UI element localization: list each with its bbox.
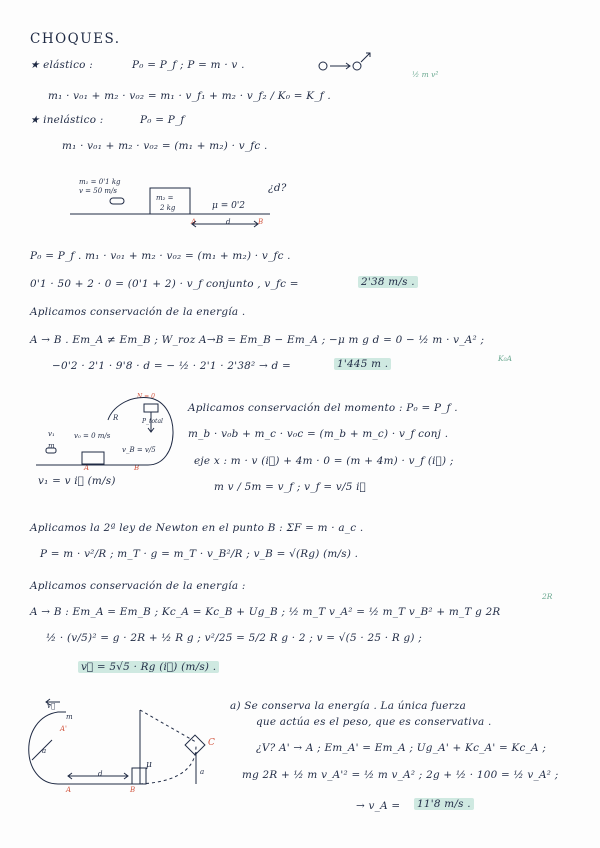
solution1-line4: A → B . Em_A ≠ Em_B ; W_roz A→B = Em_B − Em_A ; −μ m g d = 0 − ½ m · v_A² ;	[30, 334, 485, 346]
point-b-label: B	[258, 218, 264, 226]
momentum-line4: m v / 5m = v_f ; v_f = v/5 i⃗	[214, 481, 366, 493]
fig3-point-a: A	[66, 786, 72, 794]
v1-label: v₁	[48, 430, 55, 438]
energy2-line1: Aplicamos conservación de la energía :	[30, 580, 246, 592]
momentum-line3: eje x : m · v (i⃗) + 4m · 0 = (m + 4m) · v_f (i⃗) ;	[194, 455, 454, 467]
friction-label: μ = 0'2	[212, 201, 246, 211]
two-r-note: 2R	[542, 592, 553, 601]
velocity-vector-label: v⃗	[47, 702, 56, 710]
fig3-height-label: a	[200, 768, 205, 776]
inelastic-rule: P₀ = P_f	[140, 114, 185, 126]
block-mass-label: m₂ =	[156, 194, 174, 202]
label-c: C	[208, 738, 215, 748]
momentum-line1: Aplicamos conservación del momento : P₀ = P_f .	[188, 402, 458, 414]
result-d: 1'445 m .	[334, 358, 391, 370]
fig3-mu-label: μ	[146, 760, 152, 770]
parta-line3: ¿V? A' → A ; Em_A' = Em_A ; Ug_A' + Kc_A' = Kc_A ;	[256, 742, 547, 754]
solution1-line5: −0'2 · 2'1 · 9'8 · d = − ½ · 2'1 · 2'38² → d =	[52, 360, 291, 372]
elastic-equation: m₁ · v₀₁ + m₂ · v₀₂ = m₁ · v_f₁ + m₂ · v_f₂ / K₀ = K_f .	[48, 90, 331, 102]
radius-line	[32, 740, 52, 760]
block-mass-value: 2 kg	[160, 204, 176, 212]
solution1-line2: 0'1 · 50 + 2 · 0 = (0'1 + 2) · v_f conjunto , v_fc =	[30, 278, 299, 290]
point-a-label: A	[191, 218, 197, 226]
bullet-speed-label: v = 50 m/s	[79, 187, 117, 195]
figure1-collision-diagram	[70, 188, 270, 227]
solution1-line3: Aplicamos conservación de la energía .	[30, 306, 246, 318]
solution1-line1: P₀ = P_f . m₁ · v₀₁ + m₂ · v₀₂ = (m₁ + m₂) · v_fc .	[30, 250, 291, 262]
bullet-b	[46, 448, 56, 453]
distance-label: d	[226, 218, 231, 226]
loop-track	[108, 398, 173, 465]
point-a-prime-label: A'	[60, 725, 67, 733]
parta-line4: mg 2R + ½ m v_A'² = ½ m v_A² ; 2g + ½ · 100 = ½ v_A² ;	[242, 769, 559, 781]
block-top	[144, 404, 158, 412]
parta-line1: a) Se conserva la energía . La única fuerza	[230, 700, 467, 712]
fig2-point-a: A	[84, 464, 90, 472]
v0-label: v₀ = 0 m/s	[74, 432, 111, 440]
momentum-line2: m_b · v₀b + m_c · v₀c = (m_b + m_c) · v_f conj .	[188, 428, 449, 440]
kinetic-energy-note: ½ m v²	[412, 70, 439, 79]
fig2-point-b: B	[134, 464, 140, 472]
v1-relation: v₁ = v i⃗ (m/s)	[38, 475, 116, 487]
elastic-rule: P₀ = P_f ; P = m · v .	[132, 59, 245, 71]
parta-line2: que actúa es el peso, que es conservativa .	[256, 716, 492, 728]
result-vfc: 2'38 m/s .	[358, 276, 418, 288]
figure3-pendulum-diagram	[29, 699, 205, 784]
block-c	[185, 735, 205, 755]
parta-line5: → v_A =	[356, 800, 401, 812]
inelastic-equation: m₁ · v₀₁ + m₂ · v₀₂ = (m₁ + m₂) · v_fc .	[62, 140, 268, 152]
weight-label: P_total	[142, 418, 163, 425]
collision-sketch	[319, 53, 370, 70]
kinetic-a-note: K₀A	[498, 354, 513, 363]
page-title: CHOQUES.	[30, 31, 121, 47]
normal-force-label: N = 0	[137, 393, 155, 400]
m-label: m	[48, 442, 55, 450]
fig3-distance-label: d	[98, 770, 103, 778]
newton-line2: P = m · v²/R ; m_T · g = m_T · v_B²/R ; v_B = √(Rg) (m/s) .	[40, 548, 359, 560]
result-va: 11'8 m/s .	[414, 798, 474, 810]
newton-line1: Aplicamos la 2ª ley de Newton en el punto B : ΣF = m · a_c .	[30, 522, 364, 534]
block-b	[82, 452, 104, 464]
fig3-mass-label: m	[66, 713, 73, 721]
question-d: ¿d?	[268, 182, 287, 194]
energy2-line3: ½ · (v/5)² = g · 2R + ½ R g ; v²/25 = 5/2 R g · 2 ; v = √(5 · 25 · R g) ;	[46, 632, 423, 644]
energy2-line2: A → B : Em_A = Em_B ; Kc_A = Kc_B + Ug_B ; ½ m_T v_A² = ½ m_T v_B² + m_T g 2R	[30, 606, 501, 618]
fig3-point-b: B	[130, 786, 136, 794]
fig3-radius-label: a	[42, 747, 47, 755]
inelastic-heading: ★ inelástico :	[30, 114, 104, 126]
vb-label: v_B = v/5	[122, 446, 156, 454]
block-m	[132, 768, 146, 784]
radius-label: R	[113, 414, 119, 422]
figure2-loop-diagram	[36, 398, 173, 465]
bullet-mass-label: m₁ = 0'1 kg	[79, 178, 121, 186]
block	[150, 188, 190, 214]
elastic-heading: ★ elástico :	[30, 59, 93, 71]
bullet	[110, 198, 124, 204]
result-v: v⃗ = 5√5 · Rg (i⃗) (m/s) .	[78, 661, 219, 673]
